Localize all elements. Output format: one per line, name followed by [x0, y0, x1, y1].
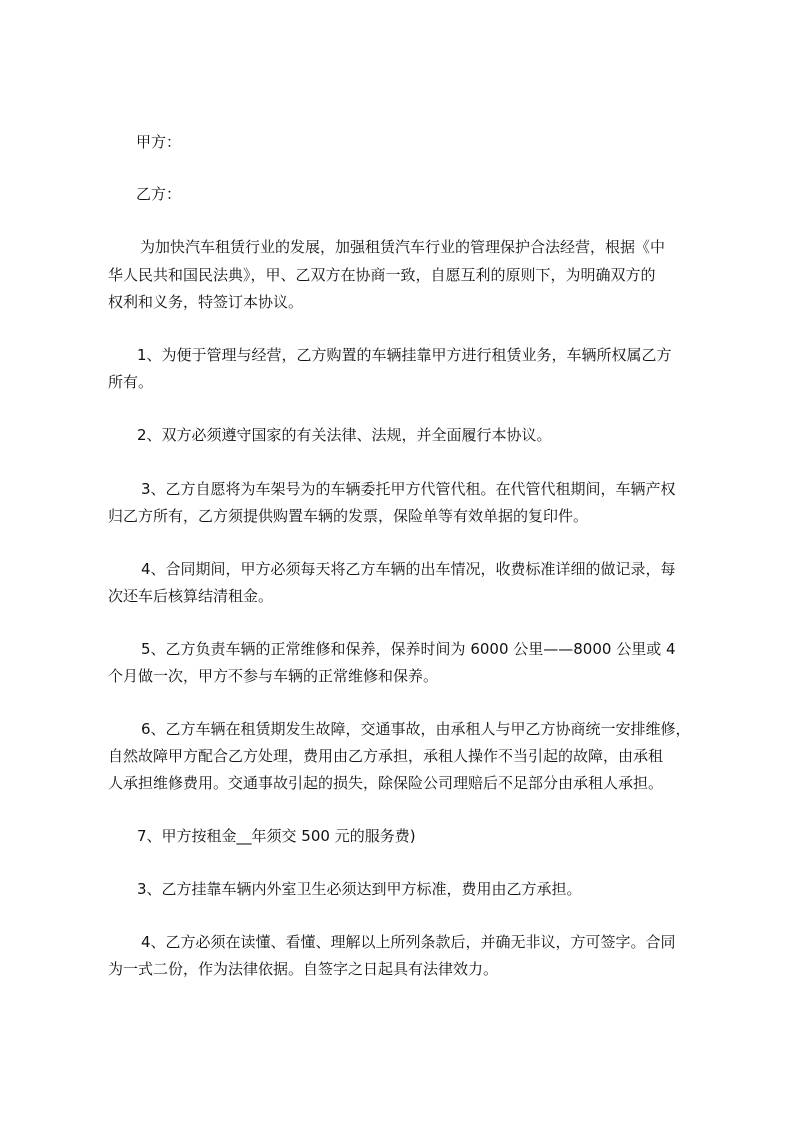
clause-2-line-1: 2、双方必须遵守国家的有关法律、法规，并全面履行本协议。: [137, 426, 552, 444]
clause-5-line-2: 个月做一次，甲方不参与车辆的正常维修和保养。: [108, 667, 439, 685]
clause-1-line-2: 所有。: [108, 373, 154, 391]
party-a-label: 甲方：: [136, 133, 182, 151]
clause-4b-line-2: 为一式二份，作为法律依据。自签字之日起具有法律效力。: [108, 960, 499, 978]
clause-7-line-1: 7、甲方按租金__年须交 500 元的服务费): [137, 827, 416, 845]
preamble-line-3: 权利和义务，特签订本协议。: [108, 293, 304, 311]
clause-6-line-1: 6、乙方车辆在租赁期发生故障，交通事故，由承租人与甲乙方协商统一安排维修，: [141, 720, 691, 738]
clause-3-line-2: 归乙方所有，乙方须提供购置车辆的发票，保险单等有效单据的复印件。: [108, 507, 589, 525]
preamble-line-2: 华人民共和国民法典》，甲、乙双方在协商一致，自愿互利的原则下，为明确双方的: [108, 266, 656, 284]
clause-5-line-1: 5、乙方负责车辆的正常维修和保养，保养时间为 6000 公里——8000 公里或 4: [141, 640, 676, 658]
clause-6-line-2: 自然故障甲方配合乙方处理，费用由乙方承担，承租人操作不当引起的故障，由承租: [108, 747, 664, 765]
clause-4-line-1: 4、合同期间，甲方必须每天将乙方车辆的出车情况，收费标准详细的做记录，每: [141, 560, 676, 578]
clause-4b-line-1: 4、乙方必须在读懂、看懂、理解以上所列条款后，并确无非议，方可签字。合同: [141, 933, 676, 951]
preamble-line-1: 为加快汽车租赁行业的发展，加强租赁汽车行业的管理保护合法经营，根据《中: [140, 238, 666, 256]
clause-6-line-3: 人承担维修费用。交通事故引起的损失，除保险公司理赔后不足部分由承租人承担。: [108, 774, 664, 792]
clause-3-line-1: 3、乙方自愿将为车架号为的车辆委托甲方代管代租。在代管代租期间，车辆产权: [141, 480, 676, 498]
party-b-label: 乙方：: [136, 185, 182, 203]
clause-3b-line-1: 3、乙方挂靠车辆内外室卫生必须达到甲方标准，费用由乙方承担。: [137, 880, 582, 898]
clause-4-line-2: 次还车后核算结清租金。: [108, 587, 274, 605]
clause-1-line-1: 1、为便于管理与经营，乙方购置的车辆挂靠甲方进行租赁业务，车辆所权属乙方: [137, 346, 672, 364]
